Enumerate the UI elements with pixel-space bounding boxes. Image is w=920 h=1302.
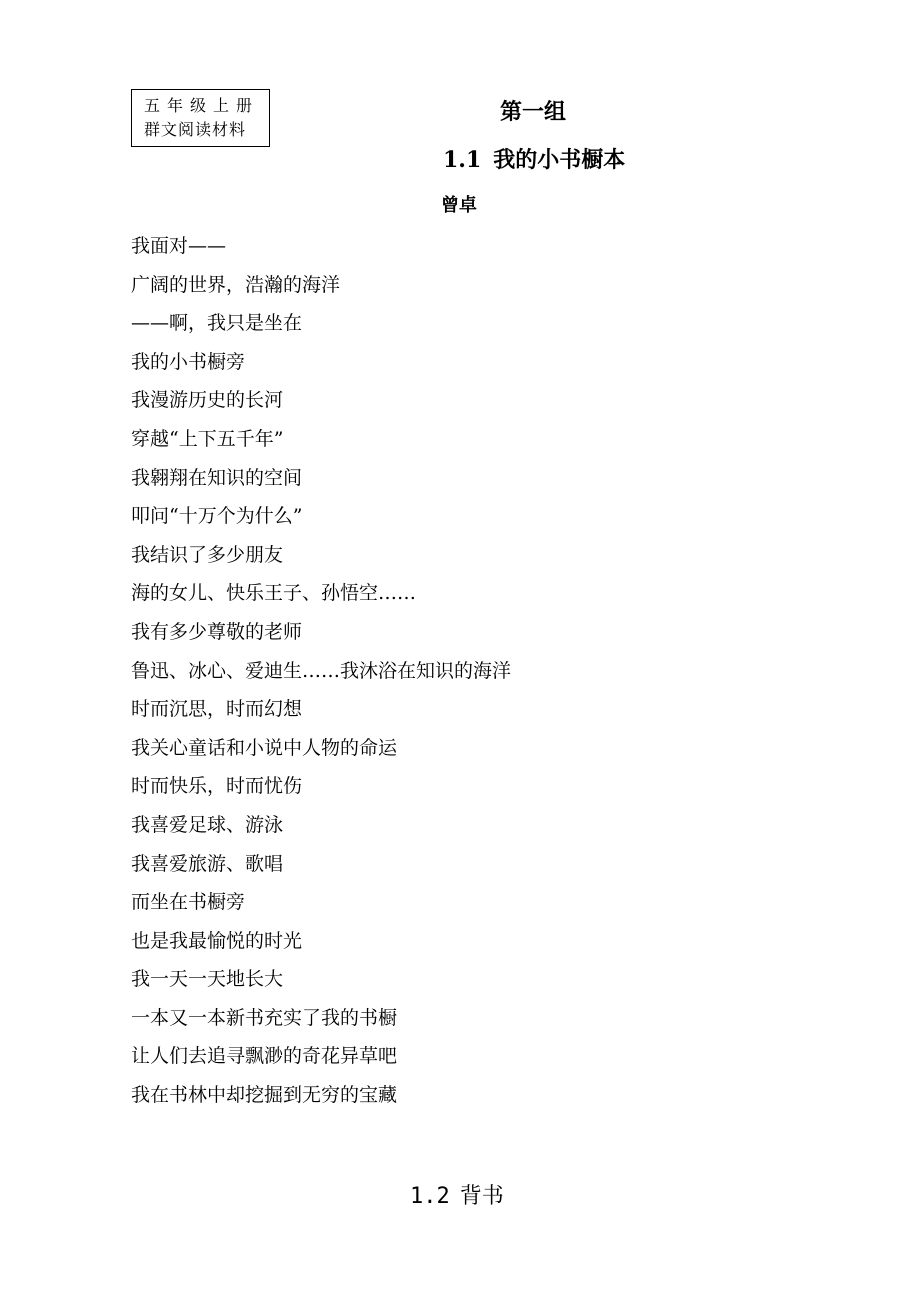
poem-line: 穿越“上下五千年” xyxy=(131,427,284,450)
section-1-1-number: 1.1 xyxy=(443,147,482,173)
poem-line: 叩问“十万个为什么” xyxy=(131,505,303,528)
section-1-2-title: 背书 xyxy=(459,1184,504,1209)
poem-line: 鲁迅、冰心、爱迪生……我沐浴在知识的海洋 xyxy=(131,659,512,682)
section-1-2-heading xyxy=(410,1180,504,1214)
poem-body xyxy=(131,227,511,1115)
poem-line: 我的小书橱旁 xyxy=(131,350,246,373)
poem-line: 也是我最愉悦的时光 xyxy=(131,929,303,952)
material-label-box xyxy=(131,89,270,147)
poem-line: 时而沉思，时而幻想 xyxy=(131,698,303,721)
grade-label: 五年级上册 xyxy=(144,96,260,115)
poem-line: 我在书林中却挖掘到无穷的宝藏 xyxy=(131,1084,398,1107)
poem-line: ——啊，我只是坐在 xyxy=(131,312,303,335)
poem-line: 我喜爱足球、游泳 xyxy=(131,813,284,836)
poem-line: 广阔的世界，浩瀚的海洋 xyxy=(131,273,341,296)
section-1-1-heading xyxy=(443,144,625,176)
poem-author: 曾卓 xyxy=(441,195,477,216)
poem-line: 我关心童话和小说中人物的命运 xyxy=(131,736,398,759)
poem-line: 我有多少尊敬的老师 xyxy=(131,620,303,643)
section-1-1-title: 我的小书橱本 xyxy=(493,147,626,173)
group-title: 第一组 xyxy=(500,99,567,125)
poem-line: 时而快乐，时而忧伤 xyxy=(131,775,303,798)
poem-line: 我喜爱旅游、歌唱 xyxy=(131,852,284,875)
poem-line: 而坐在书橱旁 xyxy=(131,891,246,914)
poem-line: 我面对—— xyxy=(131,235,227,257)
section-1-2-number: 1.2 xyxy=(410,1184,450,1209)
poem-line: 一本又一本新书充实了我的书橱 xyxy=(131,1006,398,1029)
poem-line: 海的女儿、快乐王子、孙悟空…… xyxy=(131,582,417,605)
poem-line: 我翱翔在知识的空间 xyxy=(131,466,303,489)
material-type-label: 群文阅读材料 xyxy=(144,120,247,139)
poem-line: 我漫游历史的长河 xyxy=(131,389,284,412)
poem-line: 我结识了多少朋友 xyxy=(131,543,284,566)
poem-line: 让人们去追寻飘渺的奇花异草吧 xyxy=(131,1045,398,1068)
poem-line: 我一天一天地长大 xyxy=(131,968,284,991)
